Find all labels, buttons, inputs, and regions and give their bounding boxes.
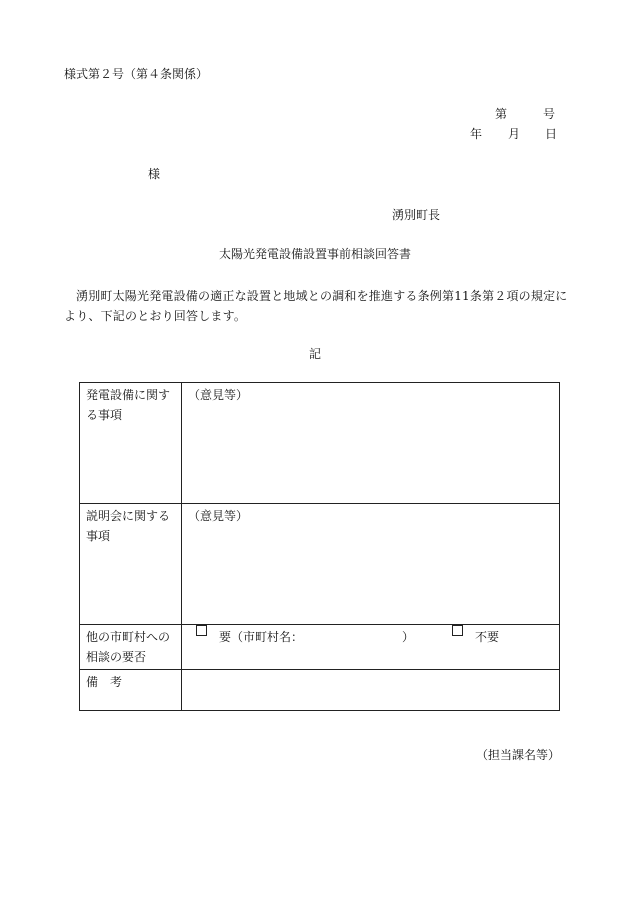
consult-options bbox=[182, 625, 560, 670]
required-checkbox[interactable] bbox=[196, 625, 207, 636]
ki-heading: 記 bbox=[308, 347, 321, 361]
row-label: 他の市町村への相談の要否 bbox=[80, 625, 182, 670]
document-title: 太陽光発電設備設置事前相談回答書 bbox=[218, 247, 411, 261]
form-number: 様式第２号（第４条関係） bbox=[64, 67, 209, 81]
row-value bbox=[182, 670, 560, 711]
date-day: 日 bbox=[545, 127, 558, 141]
addressee: 様 bbox=[148, 167, 161, 181]
date-month: 月 bbox=[508, 127, 521, 141]
row-label: 説明会に関する事項 bbox=[80, 504, 182, 625]
body-paragraph: 湧別町太陽光発電設備の適正な設置と地域との調和を推進する条例第11条第２項の規定により、下記のとおり回答します。 bbox=[64, 289, 568, 323]
table-row bbox=[80, 383, 560, 504]
not-required-checkbox[interactable] bbox=[452, 625, 463, 636]
row-label: 発電設備に関する事項 bbox=[80, 383, 182, 504]
close-paren: ） bbox=[402, 630, 415, 644]
not-required-label: 不要 bbox=[475, 630, 500, 644]
table-row bbox=[80, 504, 560, 625]
table-row bbox=[80, 625, 560, 670]
table-row bbox=[80, 670, 560, 711]
number-prefix: 第 bbox=[495, 107, 508, 121]
row-value: （意見等） bbox=[182, 383, 560, 504]
sender: 湧別町長 bbox=[392, 208, 441, 222]
answer-table bbox=[79, 382, 560, 711]
row-label: 備 考 bbox=[80, 670, 182, 711]
responsible-section: （担当課名等） bbox=[475, 748, 560, 762]
date-year: 年 bbox=[470, 127, 483, 141]
required-label: 要（市町村名： bbox=[219, 630, 304, 644]
row-value: （意見等） bbox=[182, 504, 560, 625]
number-suffix: 号 bbox=[543, 107, 556, 121]
